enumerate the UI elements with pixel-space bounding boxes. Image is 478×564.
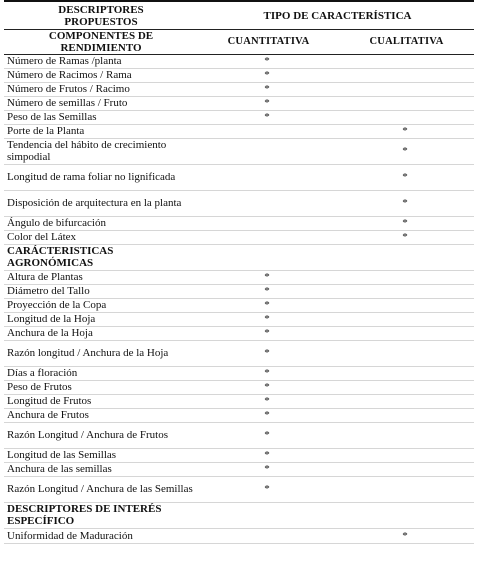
table-row bbox=[4, 270, 474, 284]
descriptor-label: Ángulo de bifurcación bbox=[4, 216, 198, 230]
table-row bbox=[4, 68, 474, 82]
cuantitativa-mark bbox=[198, 164, 336, 190]
cuantitativa-mark bbox=[198, 216, 336, 230]
cualitativa-mark bbox=[336, 68, 474, 82]
cuantitativa-mark: * bbox=[198, 68, 336, 82]
cuantitativa-mark: * bbox=[198, 476, 336, 502]
cualitativa-mark bbox=[336, 284, 474, 298]
table-row bbox=[4, 528, 474, 543]
cuantitativa-mark: * bbox=[198, 270, 336, 284]
cuantitativa-mark: * bbox=[198, 284, 336, 298]
cualitativa-mark bbox=[336, 340, 474, 366]
cuantitativa-mark bbox=[198, 230, 336, 244]
agronomicas-row bbox=[4, 244, 474, 270]
cuantitativa-mark: * bbox=[198, 326, 336, 340]
empty-cell bbox=[198, 502, 336, 528]
cualitativa-mark bbox=[336, 422, 474, 448]
descriptor-label: Razón Longitud / Anchura de Frutos bbox=[4, 422, 198, 448]
empty-cell bbox=[336, 244, 474, 270]
descriptor-label: Proyección de la Copa bbox=[4, 298, 198, 312]
top-rule bbox=[4, 0, 474, 2]
descriptor-label: Anchura de la Hoja bbox=[4, 326, 198, 340]
cualitativa-mark: * bbox=[336, 528, 474, 543]
table-row bbox=[4, 190, 474, 216]
cualitativa-mark bbox=[336, 394, 474, 408]
cualitativa-mark bbox=[336, 448, 474, 462]
table-row bbox=[4, 394, 474, 408]
cualitativa-header: CUALITATIVA bbox=[336, 29, 474, 54]
descriptor-label: Razón longitud / Anchura de la Hoja bbox=[4, 340, 198, 366]
cualitativa-mark bbox=[336, 462, 474, 476]
descriptor-label: Longitud de las Semillas bbox=[4, 448, 198, 462]
componentes-header: COMPONENTES DE RENDIMIENTO bbox=[4, 29, 198, 54]
cuantitativa-mark bbox=[198, 138, 336, 164]
tipo-header: TIPO DE CARACTERÍSTICA bbox=[198, 4, 474, 29]
cualitativa-mark: * bbox=[336, 216, 474, 230]
table-row bbox=[4, 216, 474, 230]
descriptor-label: Peso de las Semillas bbox=[4, 110, 198, 124]
cualitativa-mark bbox=[336, 326, 474, 340]
cuantitativa-mark bbox=[198, 190, 336, 216]
descriptor-label: Número de Ramas /planta bbox=[4, 54, 198, 68]
descriptor-label: Número de Racimos / Rama bbox=[4, 68, 198, 82]
table-row bbox=[4, 408, 474, 422]
cualitativa-mark bbox=[336, 312, 474, 326]
cualitativa-mark bbox=[336, 270, 474, 284]
cualitativa-mark bbox=[336, 380, 474, 394]
table-row bbox=[4, 164, 474, 190]
descriptor-label: Altura de Plantas bbox=[4, 270, 198, 284]
table-row bbox=[4, 110, 474, 124]
cuantitativa-header: CUANTITATIVA bbox=[198, 29, 336, 54]
descriptor-label: Anchura de las semillas bbox=[4, 462, 198, 476]
table-row bbox=[4, 340, 474, 366]
cuantitativa-mark: * bbox=[198, 366, 336, 380]
descriptors-table bbox=[4, 4, 474, 544]
table-row bbox=[4, 82, 474, 96]
descriptor-label: Porte de la Planta bbox=[4, 124, 198, 138]
header-row-2 bbox=[4, 29, 474, 54]
empty-cell bbox=[198, 244, 336, 270]
empty-cell bbox=[336, 502, 474, 528]
cualitativa-mark: * bbox=[336, 138, 474, 164]
cuantitativa-mark bbox=[198, 124, 336, 138]
cualitativa-mark bbox=[336, 96, 474, 110]
table-row bbox=[4, 462, 474, 476]
descriptor-label: Longitud de rama foliar no lignificada bbox=[4, 164, 198, 190]
descriptor-label: Longitud de la Hoja bbox=[4, 312, 198, 326]
table-row bbox=[4, 312, 474, 326]
cuantitativa-mark: * bbox=[198, 312, 336, 326]
descriptor-label: Razón Longitud / Anchura de las Semillas bbox=[4, 476, 198, 502]
descriptor-label: Diámetro del Tallo bbox=[4, 284, 198, 298]
table-row bbox=[4, 96, 474, 110]
table-row bbox=[4, 448, 474, 462]
descriptor-label: Días a floración bbox=[4, 366, 198, 380]
interes-heading: DESCRIPTORES DE INTERÉS ESPECÍFICO bbox=[4, 502, 198, 528]
cualitativa-mark: * bbox=[336, 230, 474, 244]
descriptor-label: Uniformidad de Maduración bbox=[4, 528, 198, 543]
cuantitativa-mark: * bbox=[198, 408, 336, 422]
cuantitativa-mark bbox=[198, 528, 336, 543]
interes-row bbox=[4, 502, 474, 528]
cuantitativa-mark: * bbox=[198, 380, 336, 394]
cuantitativa-mark: * bbox=[198, 448, 336, 462]
cualitativa-mark: * bbox=[336, 164, 474, 190]
cualitativa-mark bbox=[336, 476, 474, 502]
header-row-1 bbox=[4, 4, 474, 29]
cualitativa-mark bbox=[336, 54, 474, 68]
cuantitativa-mark: * bbox=[198, 82, 336, 96]
cuantitativa-mark: * bbox=[198, 394, 336, 408]
descriptor-label: Número de semillas / Fruto bbox=[4, 96, 198, 110]
table-row bbox=[4, 138, 474, 164]
cualitativa-mark bbox=[336, 110, 474, 124]
descriptor-label: Tendencia del hábito de crecimiento simpodial bbox=[4, 138, 198, 164]
cuantitativa-mark: * bbox=[198, 96, 336, 110]
descriptores-header: DESCRIPTORES PROPUESTOS bbox=[4, 4, 198, 29]
table-row bbox=[4, 366, 474, 380]
cualitativa-mark bbox=[336, 82, 474, 96]
table-row bbox=[4, 284, 474, 298]
descriptor-label: Disposición de arquitectura en la planta bbox=[4, 190, 198, 216]
table-row bbox=[4, 124, 474, 138]
cuantitativa-mark: * bbox=[198, 298, 336, 312]
agronomicas-heading: CARÁCTERISTICAS AGRONÓMICAS bbox=[4, 244, 198, 270]
cualitativa-mark bbox=[336, 366, 474, 380]
cualitativa-mark: * bbox=[336, 190, 474, 216]
descriptor-label: Color del Látex bbox=[4, 230, 198, 244]
table-row bbox=[4, 54, 474, 68]
descriptor-label: Número de Frutos / Racimo bbox=[4, 82, 198, 96]
table-row bbox=[4, 476, 474, 502]
table-row bbox=[4, 326, 474, 340]
table-row bbox=[4, 380, 474, 394]
table-row bbox=[4, 298, 474, 312]
cuantitativa-mark: * bbox=[198, 340, 336, 366]
cualitativa-mark: * bbox=[336, 124, 474, 138]
table-row bbox=[4, 230, 474, 244]
cuantitativa-mark: * bbox=[198, 422, 336, 448]
cualitativa-mark bbox=[336, 298, 474, 312]
cuantitativa-mark: * bbox=[198, 54, 336, 68]
table-row bbox=[4, 422, 474, 448]
descriptor-label: Peso de Frutos bbox=[4, 380, 198, 394]
table-body bbox=[4, 4, 474, 543]
descriptor-label: Anchura de Frutos bbox=[4, 408, 198, 422]
cuantitativa-mark: * bbox=[198, 462, 336, 476]
cualitativa-mark bbox=[336, 408, 474, 422]
descriptor-label: Longitud de Frutos bbox=[4, 394, 198, 408]
cuantitativa-mark: * bbox=[198, 110, 336, 124]
